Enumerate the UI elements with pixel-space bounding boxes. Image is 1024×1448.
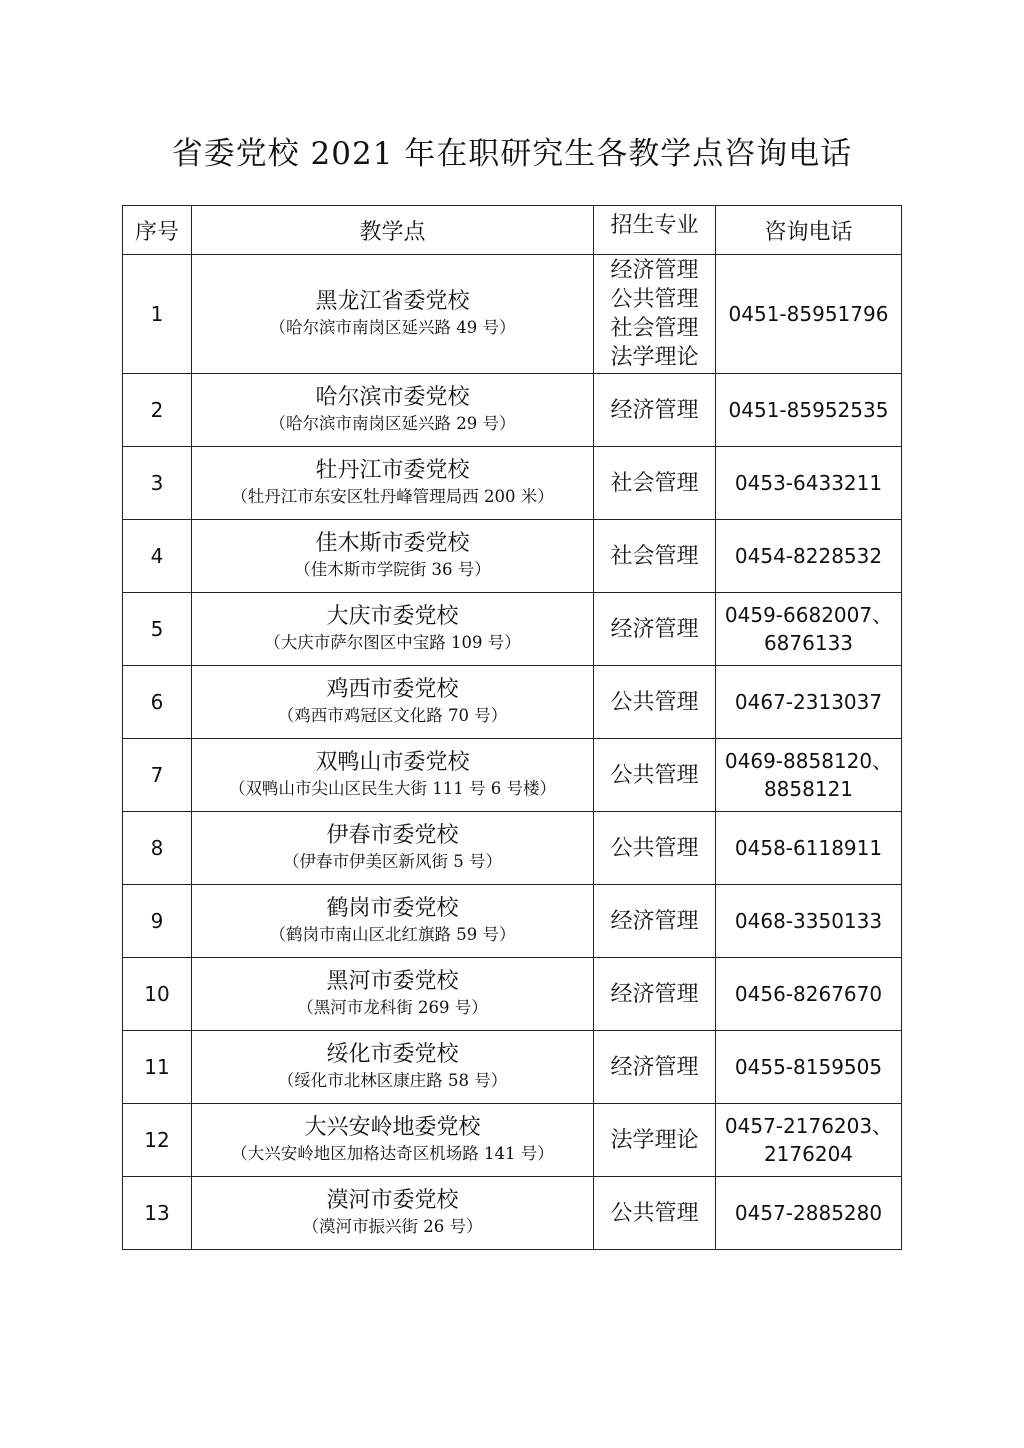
school-name: 伊春市委党校: [326, 823, 459, 848]
school-name: 漠河市委党校: [326, 1188, 459, 1213]
major-item: 经济管理: [610, 616, 699, 642]
row-index: 13: [123, 1177, 192, 1250]
school-name: 黑河市委党校: [326, 969, 459, 994]
major-item: 公共管理: [610, 689, 699, 715]
table-row: [123, 666, 902, 739]
header-phone: 咨询电话: [716, 206, 902, 255]
row-index: 2: [123, 374, 192, 447]
header-major: 招生专业: [594, 206, 716, 255]
header-index: 序号: [123, 206, 192, 255]
phone-cell: [716, 374, 902, 447]
major-cell: [594, 1177, 716, 1250]
table-body: [123, 255, 902, 1250]
major-cell: [594, 958, 716, 1031]
school-address: （黑河市龙科街 269 号）: [297, 998, 488, 1017]
phone-number: 6876133: [763, 631, 854, 655]
phone-cell: [716, 1104, 902, 1177]
header-school: 教学点: [192, 206, 594, 255]
school-address: （绥化市北林区康庄路 58 号）: [277, 1071, 508, 1090]
table-row: [123, 374, 902, 447]
table-row: [123, 1177, 902, 1250]
table-row: [123, 812, 902, 885]
school-name: 绥化市委党校: [326, 1042, 459, 1067]
school-address: （双鸭山市尖山区民生大街 111 号 6 号楼）: [229, 779, 556, 798]
school-address: （鸡西市鸡冠区文化路 70 号）: [277, 706, 508, 725]
school-cell: [192, 1177, 594, 1250]
phone-cell: [716, 593, 902, 666]
major-item: 经济管理: [610, 908, 699, 934]
table-row: [123, 958, 902, 1031]
phone-number: 0458-6118911: [734, 836, 883, 860]
phone-cell: [716, 885, 902, 958]
major-item: 经济管理: [610, 397, 699, 423]
school-cell: [192, 812, 594, 885]
phone-number: 8858121: [763, 777, 854, 801]
major-item: 公共管理: [610, 287, 699, 312]
school-name: 佳木斯市委党校: [315, 531, 470, 556]
contact-table: [122, 205, 902, 1250]
school-cell: [192, 885, 594, 958]
table-row: [123, 255, 902, 374]
major-cell: [594, 593, 716, 666]
phone-cell: [716, 1031, 902, 1104]
school-cell: [192, 447, 594, 520]
phone-number: 0457-2885280: [734, 1201, 883, 1225]
school-cell: [192, 739, 594, 812]
major-cell: [594, 812, 716, 885]
school-cell: [192, 593, 594, 666]
major-cell: [594, 1031, 716, 1104]
school-address: （哈尔滨市南岗区延兴路 49 号）: [269, 318, 516, 337]
phone-cell: [716, 666, 902, 739]
school-name: 哈尔滨市委党校: [315, 385, 470, 410]
phone-cell: [716, 739, 902, 812]
table-header-row: [123, 206, 902, 255]
phone-number: 2176204: [763, 1142, 854, 1166]
major-item: 法学理论: [610, 1127, 699, 1153]
document-title: 省委党校 2021 年在职研究生各教学点咨询电话: [171, 136, 853, 172]
school-cell: [192, 666, 594, 739]
school-cell: [192, 958, 594, 1031]
major-item: 公共管理: [610, 835, 699, 861]
phone-cell: [716, 520, 902, 593]
major-cell: [594, 666, 716, 739]
phone-number: 0453-6433211: [734, 471, 883, 495]
phone-number: 0468-3350133: [734, 909, 883, 933]
school-cell: [192, 1031, 594, 1104]
major-cell: [594, 885, 716, 958]
school-address: （鹤岗市南山区北红旗路 59 号）: [269, 925, 516, 944]
phone-cell: [716, 1177, 902, 1250]
major-item: 社会管理: [610, 316, 699, 341]
row-index: 7: [123, 739, 192, 812]
school-address: （伊春市伊美区新风街 5 号）: [283, 852, 502, 871]
school-name: 牡丹江市委党校: [315, 458, 470, 483]
major-item: 经济管理: [610, 1054, 699, 1080]
phone-number: 0454-8228532: [734, 544, 883, 568]
row-index: 8: [123, 812, 192, 885]
major-cell: [594, 447, 716, 520]
phone-number: 0467-2313037: [734, 690, 883, 714]
major-item: 社会管理: [610, 543, 699, 569]
school-name: 鸡西市委党校: [326, 677, 459, 702]
major-item: 经济管理: [610, 258, 699, 283]
major-item: 公共管理: [610, 762, 699, 788]
school-cell: [192, 374, 594, 447]
major-item: 公共管理: [610, 1200, 699, 1226]
row-index: 11: [123, 1031, 192, 1104]
school-cell: [192, 520, 594, 593]
phone-cell: [716, 447, 902, 520]
major-item: 社会管理: [610, 470, 699, 496]
row-index: 9: [123, 885, 192, 958]
school-cell: [192, 255, 594, 374]
major-cell: [594, 255, 716, 374]
school-name: 黑龙江省委党校: [315, 289, 470, 314]
table-row: [123, 447, 902, 520]
phone-number: 0451-85952535: [728, 398, 889, 422]
major-cell: [594, 374, 716, 447]
major-item: 法学理论: [610, 345, 699, 370]
phone-number: 0459-6682007、: [724, 603, 893, 627]
table-row: [123, 593, 902, 666]
phone-cell: [716, 958, 902, 1031]
school-address: （漠河市振兴街 26 号）: [302, 1217, 483, 1236]
phone-number: 0455-8159505: [734, 1055, 883, 1079]
phone-number: 0469-8858120、: [724, 749, 893, 773]
major-cell: [594, 520, 716, 593]
school-name: 鹤岗市委党校: [326, 896, 459, 921]
school-address: （大庆市萨尔图区中宝路 109 号）: [264, 633, 521, 652]
row-index: 3: [123, 447, 192, 520]
school-address: （大兴安岭地区加格达奇区机场路 141 号）: [231, 1144, 554, 1163]
school-address: （哈尔滨市南岗区延兴路 29 号）: [269, 414, 516, 433]
major-cell: [594, 1104, 716, 1177]
school-address: （佳木斯市学院街 36 号）: [294, 560, 491, 579]
phone-number: 0451-85951796: [728, 302, 889, 326]
phone-number: 0457-2176203、: [724, 1114, 893, 1138]
school-name: 大兴安岭地委党校: [304, 1115, 481, 1140]
major-cell: [594, 739, 716, 812]
phone-cell: [716, 255, 902, 374]
school-cell: [192, 1104, 594, 1177]
school-name: 大庆市委党校: [326, 604, 459, 629]
row-index: 6: [123, 666, 192, 739]
school-name: 双鸭山市委党校: [315, 750, 470, 775]
table-row: [123, 1104, 902, 1177]
table-row: [123, 520, 902, 593]
table-row: [123, 1031, 902, 1104]
major-item: 经济管理: [610, 981, 699, 1007]
row-index: 12: [123, 1104, 192, 1177]
row-index: 1: [123, 255, 192, 374]
table-row: [123, 739, 902, 812]
school-address: （牡丹江市东安区牡丹峰管理局西 200 米）: [231, 487, 554, 506]
phone-number: 0456-8267670: [734, 982, 883, 1006]
table-row: [123, 885, 902, 958]
row-index: 10: [123, 958, 192, 1031]
row-index: 5: [123, 593, 192, 666]
row-index: 4: [123, 520, 192, 593]
phone-cell: [716, 812, 902, 885]
